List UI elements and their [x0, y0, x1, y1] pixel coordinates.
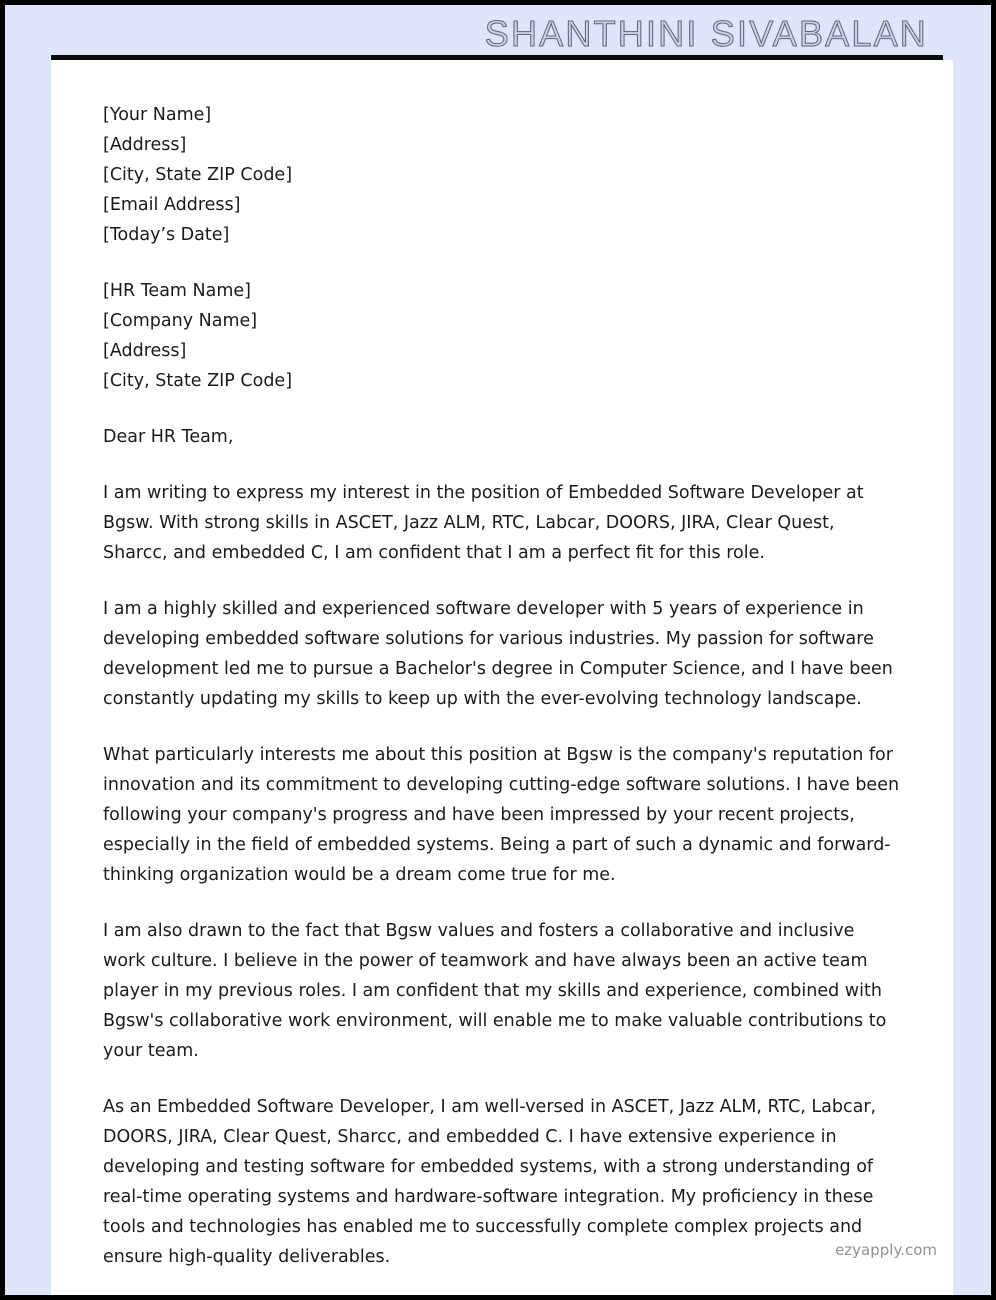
- recipient-line: [Address]: [103, 341, 187, 361]
- sender-line: [Email Address]: [103, 195, 241, 215]
- document-header: [10, 10, 986, 58]
- letter-paragraph: I am a highly skilled and experienced software developer with 5 years of experience in developing embedded software solutions for various industries. My passion for software development led me to pursue a Bachelor's degree in Computer Science, and I have been constantly updating my skills to keep up with the ever-evolving technology landscape.: [103, 599, 893, 709]
- sender-line: [Your Name]: [103, 105, 212, 125]
- salutation: [103, 422, 901, 452]
- cover-letter-body: [51, 60, 953, 1295]
- letter-paragraph: What particularly interests me about this position at Bgsw is the company's reputation for innovation and its commitment to developing cutting-edge software solutions. I have been following your company's progress and have been impressed by your recent projects, especially in the field of embedded systems. Being a part of such a dynamic and forward-thinking organization would be a dream come true for me.: [103, 745, 900, 885]
- letter-paragraph: I am also drawn to the fact that Bgsw values and fosters a collaborative and inclusive work culture. I believe in the power of teamwork and have always been an active team player in my previous roles. I am confident that my skills and experience, combined with Bgsw's collaborative work environment, will enable me to make valuable contributions to your team.: [103, 921, 887, 1061]
- page-title: SHANTHINI SIVABALAN: [484, 13, 928, 54]
- sender-line: [City, State ZIP Code]: [103, 165, 293, 185]
- recipient-line: [Company Name]: [103, 311, 258, 331]
- sender-line: [Today’s Date]: [103, 225, 230, 245]
- letter-paragraph: I am writing to express my interest in the position of Embedded Software Developer at Bgsw. With strong skills in ASCET, Jazz ALM, RTC, Labcar, DOORS, JIRA, Clear Quest, Sharcc, and embedded C, I am confident that I am a perfect fit for this role.: [103, 483, 864, 563]
- watermark: ezyapply.com: [835, 1241, 937, 1259]
- recipient-line: [HR Team Name]: [103, 281, 251, 301]
- recipient-line: [City, State ZIP Code]: [103, 371, 293, 391]
- sender-address-block: [103, 100, 901, 250]
- salutation-line: Dear HR Team,: [103, 427, 234, 447]
- recipient-address-block: [103, 276, 901, 396]
- sender-line: [Address]: [103, 135, 187, 155]
- letter-paragraph: As an Embedded Software Developer, I am well-versed in ASCET, Jazz ALM, RTC, Labcar, DOORS, JIRA, Clear Quest, Sharcc, and embedded C. I have extensive experience in developing and testing software for embedded systems, with a strong understanding of real-time operating systems and hardware-software integration. My proficiency in these tools and technologies has enabled me to successfully complete complex projects and ensure high-quality deliverables.: [103, 1097, 877, 1267]
